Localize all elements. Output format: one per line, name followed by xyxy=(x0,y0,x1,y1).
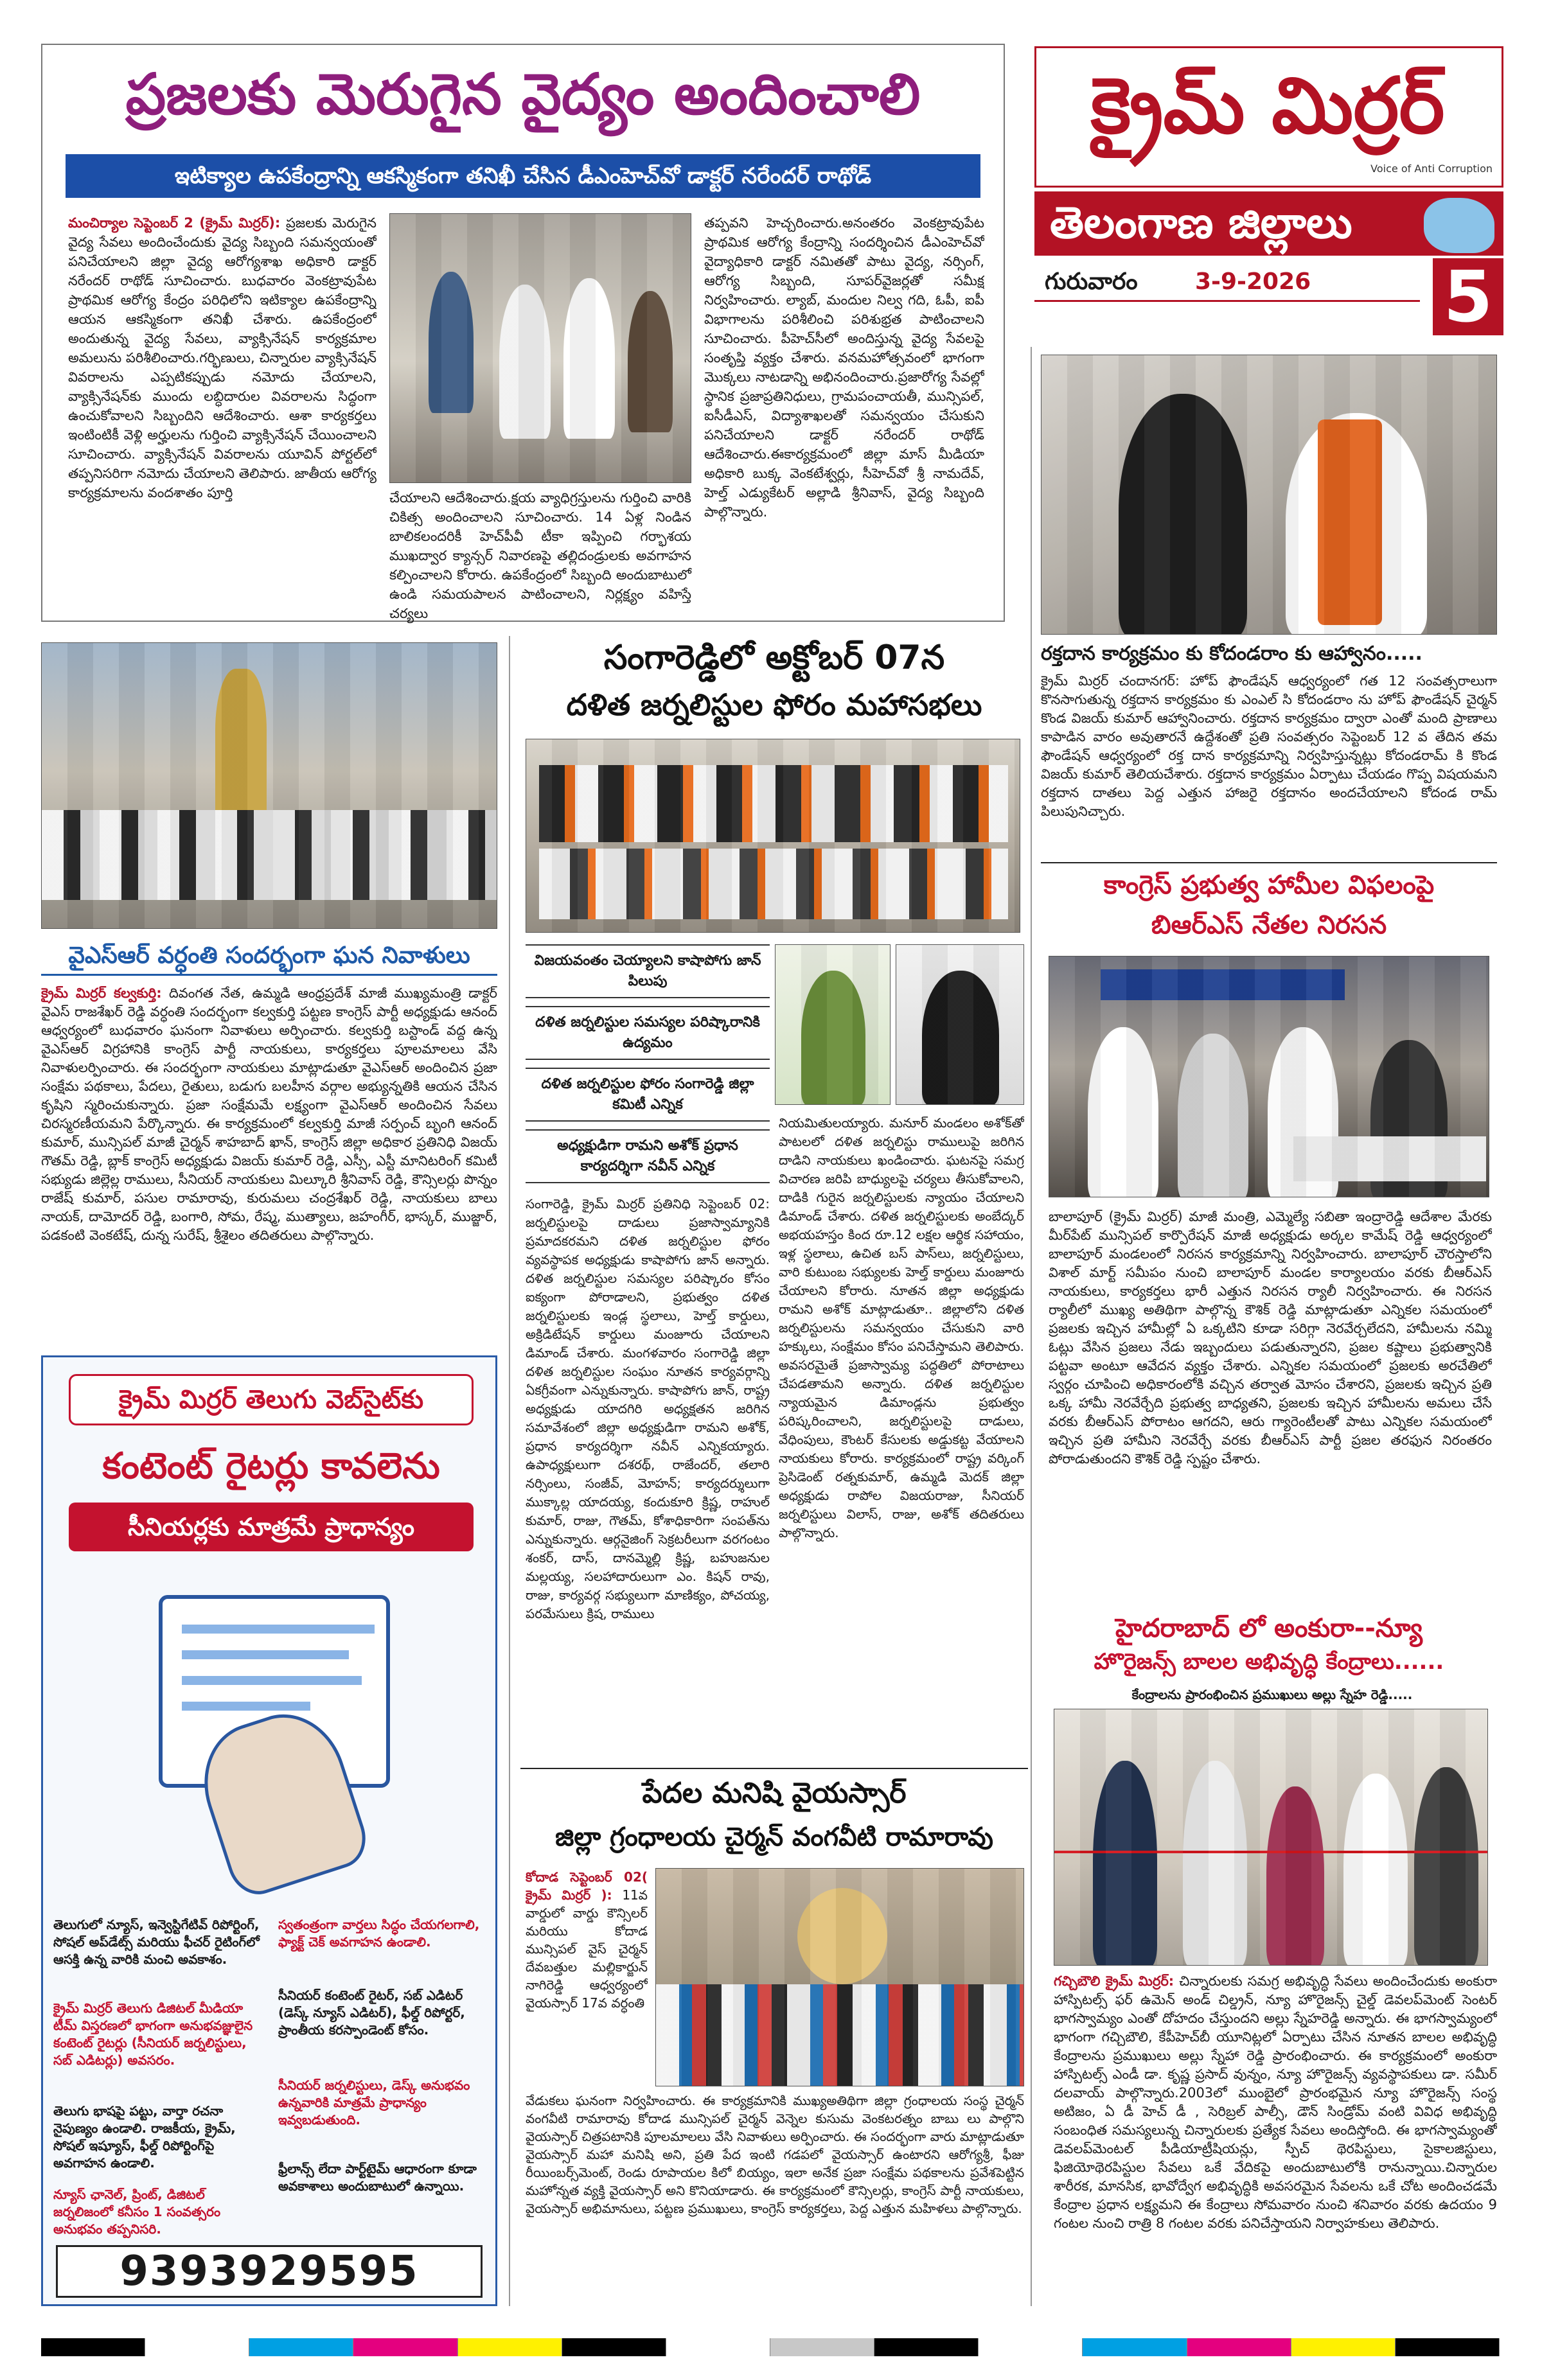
ankura-dateline: గచ్చిబౌలి క్రైమ్ మిర్రర్: xyxy=(1054,1973,1174,1989)
masthead-tagline: Voice of Anti Corruption xyxy=(1370,163,1493,175)
dalit-col-right: నియమితులయ్యారు. మనూర్ మండలం అశోక్‌తో పాటలలో దళిత జర్నలిస్టు రాములుపై జరిగిన దాడిని నాయకులు ఖండించారు. ఘటనపై సమగ్ర విచారణ జరిపి బాధ్యులపై చర్యలు తీసుకోవాలని, దాడికి గురైన జర్నలిస్టులకు న్యాయం చేయాలని డిమాండ్ చేశారు. దళిత జర్నలిస్టులకు అంబేద్కర్ అభయహస్తం కింద రూ.12 లక్షల ఆర్థిక సహాయం, ఇళ్ల స్థలాలు, ఉచిత బస్ పాస్‌లు, జర్నలిస్టులు, వారి కుటుంబ సభ్యులకు హెల్త్ కార్డులు మంజూరు చేయాలని కోరారు. నూతన జిల్లా అధ్యక్షుడు రామని అశోక్ మాట్లాడుతూ.. జిల్లాలోని దళిత జర్నలిస్టులను సమన్వయం చేసుకుని వారి హక్కులు, సంక్షేమం కోసం పనిచేస్తామని తెలిపారు. అవసరమైతే ప్రజాస్వామ్య పద్ధతిలో పోరాటాలు చేపడతామని అన్నారు. దళిత జర్నలిస్టుల న్యాయమైన డిమాండ్లను ప్రభుత్వం పరిష్కరించాలని, జర్నలిస్టులపై దాడులు, వేధింపులు, కౌంటర్ కేసులకు అడ్డుకట్ట వేయాలని నాయకులు కోరారు. కార్యక్రమంలో రాష్ట్ర వర్కింగ్ ప్రెసిడెంట్ రత్నకుమార్, ఉమ్మడి మెదక్ జిల్లా అధ్యక్షుడు రాపోల విజయరాజు, సీనియర్ జర్నలిస్టులు విలాస్, రాజు, అశోక్ తదితరులు పాల్గొన్నారు. xyxy=(779,1115,1024,1540)
story-health-photo-caption: చేయాలని ఆదేశించారు.క్షయ వ్యాధిగ్రస్తులను గుర్తించి వారికి చికిత్స అందించాలని సూచించారు. 14 ఏళ్ల నిండిన బాలికలందరికీ హెచ్‌పీవీ టీకా ఇప్పించి గర్భాశయ ముఖద్వార క్యాన్సర్ నివారణపై తల్లిదండ్రులకు అవగాహన కల్పించాలని కోరారు. ఉపకేంద్రంలో సిబ్బంది అందుబాటులో ఉండి సమయపాలన పాటించాలని, నిర్లక్ష్యం వహిస్తే చర్యలు xyxy=(389,490,691,621)
ad-left-item: తెలుగు భాషపై పట్టు, వార్తా రచనా నైపుణ్యం ఉండాలి. రాజకీయ, క్రైమ్, సోషల్ ఇష్యూస్, ఫీల్డ్ రిపోర్టింగ్‌పై అవగాహన ఉండాలి. xyxy=(53,2103,236,2171)
kodad-headline-2: జిల్లా గ్రంధాలయ చైర్మన్ వంగవీటి రామారావు xyxy=(555,1822,993,1852)
color-swatch xyxy=(770,2338,874,2356)
color-swatch xyxy=(1291,2338,1396,2356)
ad-illustration xyxy=(120,1576,422,1897)
dalit-subhead-1: విజయవంతం చెయ్యాలని కాషాపోగు జాన్ పిలుపు xyxy=(526,944,770,998)
color-swatch xyxy=(1187,2338,1291,2356)
color-swatch xyxy=(666,2338,770,2356)
brs-protest-photo xyxy=(1049,956,1489,1197)
story-health-dateline: మంచిర్యాల సెప్టెంబర్ 2 (క్రైమ్ మిర్రర్): xyxy=(68,215,281,231)
divider xyxy=(1041,862,1497,863)
ad-line-2: కంటెంట్ రైటర్లు కావలెను xyxy=(102,1445,440,1487)
ysr-headline: వైఎస్ఆర్ వర్ధంతి సందర్భంగా ఘన నివాళులు xyxy=(41,938,497,976)
color-swatch xyxy=(41,2338,145,2356)
color-swatch xyxy=(353,2338,457,2356)
color-swatch xyxy=(1396,2338,1500,2356)
ankura-photo-caption: కేంద్రాలను ప్రారంభించిన ప్రముఖులు అల్లు స్నేహ రెడ్డి..... xyxy=(1131,1687,1413,1702)
masthead xyxy=(1034,46,1503,338)
brs-headline-1: కాంగ్రెస్ ప్రభుత్వ హామీల విఫలంపై xyxy=(1103,870,1435,900)
story-health-col3: తప్పవని హెచ్చరించారు.అనంతరం వెంకట్రావుపేట ప్రాథమిక ఆరోగ్య కేంద్రాన్ని సందర్శించిన డీఎంహెచ్‌వో వైద్యాధికారి డాక్టర్ నమితతో పాటు వైద్య, నర్సింగ్, ఆరోగ్య సిబ్బంది, సూపర్‌వైజర్లతో సమీక్ష నిర్వహించారు. ల్యాబ్, మందుల నిల్వ గది, ఓపీ, ఐపీ విభాగాలను పరిశీలించి పరిశుభ్రత పాటించాలని సూచించారు. పీహెచ్‌సీలో అందిస్తున్న వైద్య సేవలపై సంతృప్తి వ్యక్తం చేశారు. వనమహోత్సవంలో భాగంగా మొక్కలు నాటడాన్ని అభినందించారు.ప్రజారోగ్య సేవల్లో స్థానిక ప్రజాప్రతినిధులు, గ్రామపంచాయతీ, మున్సిపల్, ఐసీడీఎస్, విద్యాశాఖలతో సమన్వయం చేసుకుని పనిచేయాలని డాక్టర్ నరేందర్ రాథోడ్ ఆదేశించారు.ఈకార్యక్రమంలో జిల్లా మాస్ మీడియా అధికారి బుక్క వెంకటేశ్వర్లు, సీహెచ్‌వో శ్రీ నామదేవ్, హెల్త్ ఎడ్యుకేటర్ అల్లాడి శ్రీనివాస్, వైద్య సిబ్బంది పాల్గొన్నారు. xyxy=(704,215,984,520)
dalit-headline: సంగారెడ్డిలో అక్టోబర్ 07న xyxy=(603,639,945,677)
dalit-group-photo xyxy=(526,739,1020,933)
masthead-logo xyxy=(1034,46,1503,188)
column-rule xyxy=(509,636,510,2306)
ankura-body-text: చిన్నారులకు సమగ్ర అభివృద్ధి సేవలు అందించేందుకు అంకురా హాస్పిటల్స్ ఫర్ ఉమెన్ అండ్ చిల్డ్రన్, న్యూ హొరైజన్స్ చైల్డ్ డెవలప్‌మెంట్ సెంటర్ భాగస్వామ్యం ఎంతో దోహదం చేస్తుందని అల్లు స్నేహరెడ్డి అన్నారు. ఈ భాగస్వామ్యంలో భాగంగా గచ్చిబౌలి, కేపీహెచ్‌బీ యూనిట్లలో ఏర్పాటు చేసిన నూతన బాలల అభివృద్ధి కేంద్రాలను ప్రముఖులు అల్లు స్నేహా రెడ్డి ప్రారంభించారు. ఈ కార్యక్రమంలో అంకురా హాస్పిటల్స్ ఎండీ డా. కృష్ణ ప్రసాద్ వున్నం, న్యూ హొరైజన్స్ వ్యవస్థాపకులు డా. సమీర్ దలవాయ్ పాల్గొన్నారు.2003లో ముంబైలో ప్రారంభమైన న్యూ హొరైజన్స్ సంస్థ అటిజం, ఏ డీ హెచ్ డీ , సెరిబ్రల్ పాల్సీ, డౌన్ సిండ్రోమ్ వంటి వివిధ అభివృద్ధి సంబంధిత సమస్యలున్న చిన్నారులకు ప్రత్యేక సేవలు అందిస్తోంది. ఈ భాగస్వామ్యంతో డెవలప్‌మెంటల్ పీడియాట్రీషియన్లు, స్పీచ్ థెరపిస్టులు, సైకాలజిస్టులు, ఫిజియోథెరపిస్టుల సేవలు ఒకే వేదికపై అందుబాటులోకి రానున్నాయి.చిన్నారుల శారీరక, మానసిక, భావోద్వేగ అభివృద్ధికి అవసరమైన సేవలను ఒకే చోట అందించడమే కేంద్రాల ప్రధాన లక్ష్యమని ఈ కేంద్రాలు సోమవారం నుంచి శనివారం వరకు ఉదయం 9 గంటల నుంచి రాత్రి 8 గంటల వరకు పనిచేస్తాయని నిర్వాహకులు తెలిపారు. xyxy=(1054,1973,1497,2231)
kodad-col-narrow xyxy=(526,1868,648,2086)
masthead-dateline xyxy=(1034,262,1420,302)
color-swatch xyxy=(979,2338,1083,2356)
ad-line-1: క్రైమ్ మిర్రర్ తెలుగు వెబ్‌సైట్‌కు xyxy=(69,1374,474,1425)
ad-left-item: క్రైమ్ మిర్రర్ తెలుగు డిజిటల్ మీడియా టీమ్ విస్తరణలో భాగంగా అనుభవజ్ఞులైన కంటెంట్ రైటర్లు (సీనియర్ జర్నలిస్టులు, సబ్ ఎడిటర్లు) అవసరం. xyxy=(53,2000,253,2068)
ad-left-item: న్యూస్ ఛానెల్, ప్రింట్, డిజిటల్ జర్నలిజంలో కనీసం 1 సంవత్సరం అనుభవం తప్పనిసరి. xyxy=(53,2187,221,2237)
ysr-body xyxy=(41,984,497,1344)
ad-left-column xyxy=(53,1916,265,2237)
color-swatch xyxy=(1083,2338,1187,2356)
ankura-photo xyxy=(1054,1709,1488,1966)
brs-body: బాలాపూర్ (క్రైమ్ మిర్రర్) మాజీ మంత్రి, ఎమ్మెల్యే సబితా ఇంద్రారెడ్డి ఆదేశాల మేరకు మీర్‌పేట్ మున్సిపల్ కార్పొరేషన్ మాజీ అధ్యక్షుడు అర్కల కామేష్ రెడ్డి ఆధ్వర్యంలో బాలాపూర్ మండలంలో నిరసన కార్యక్రమాన్ని నిర్వహించారు. బాలాపూర్ చౌరస్తాలోని విశాల్ మార్ట్ సమీపం నుంచి బాలాపూర్ మండల కార్యాలయం వరకు బీఆర్ఎస్ నాయకులు, కార్యకర్తలు భారీ ఎత్తున నిరసన ర్యాలీ నిర్వహించారు. ఈ నిరసన ర్యాలీలో ముఖ్య అతిథిగా పాల్గొన్న కౌశిక్ రెడ్డి మాట్లాడుతూ ఎన్నికల సమయంలో ప్రజలకు ఇచ్చిన హామీల్లో ఏ ఒక్కటిని కూడా సరిగ్గా నెరవేర్చలేదని, హామీలను నమ్మి ఓట్లు వేసిన ప్రజలు నేడు ఇబ్బందులు పడుతున్నారని, ప్రజల కష్టాలు ప్రభుత్వానికి పట్టవా అంటూ ఆవేదన వ్యక్తం చేశారు. ఎన్నికల సమయంలో ప్రజలకు అరచేతిలో స్వర్గం చూపించి అధికారంలోకి వచ్చిన తర్వాత మోసం చేశారని, ప్రజలకు ఇచ్చిన ప్రతి ఒక్క హామీ నెరవేర్చేది ప్రభుత్వ బాధ్యతని, ప్రజలకు ఇచ్చిన హామీలను అమలు చేసే వరకు బీఆర్ఎస్ పోరాటం ఆగదని, ఆరు గ్యారెంటీలతో పాటు ఎన్నికల సమయంలో ఇచ్చిన ప్రతి హామీని నెరవేర్చే వరకు బీఆర్ఎస్ పార్టీ ప్రజల తరఫున నిరంతరం పోరాడుతుందని కౌశిక్ రెడ్డి స్పష్టం చేశారు. xyxy=(1049,1209,1492,1467)
blood-donation-body: క్రైమ్ మిర్రర్ చందానగర్: హోప్ ఫౌండేషన్ ఆధ్వర్యంలో గత 12 సంవత్సరాలుగా కొనసాగుతున్న రక్తదాన కార్యక్రమం కు ఎంఎల్ సి కోదండరాం ను హోప్ ఫౌండేషన్ చైర్మన్ కొండ విజయ్ కుమార్ ఆహ్వానించారు. రక్తదాన కార్యక్రమం ద్వారా ఎంతో మంది ప్రాణాలు కాపాడిన వారం అవుతారనే ఉద్దేశంతో ప్రతి సంవత్సరం సెప్టెంబర్ 12 వ తేదిన తమ ఫౌండేషన్ ఆధ్వర్యంలో రక్త దాన కార్యక్రమాన్ని నిర్వహిస్తున్నట్లు కోదండరామ్ కి కొండ విజయ్ కుమార్ తెలియచేశారు. రక్తదాన కార్యక్రమం ఏర్పాటు చేయడం గొప్ప విషయమని రక్తదాన దాతలు పెద్ద ఎత్తున హాజరై రక్తదానం అందచేయాలని కోదండ రామ్ పిలుపునిచ్చారు. xyxy=(1041,673,1497,819)
ad-right-item: సీనియర్ జర్నలిస్టులు, డెస్క్ అనుభవం ఉన్నవారికి మాత్రమే ప్రాధాన్యం ఇవ్వబడుతుంది. xyxy=(278,2077,470,2128)
masthead-day: గురువారం xyxy=(1045,269,1138,295)
ad-left-item: తెలుగులో న్యూస్, ఇన్వెస్టిగేటివ్ రిపోర్టింగ్, సోషల్ అప్‌డేట్స్ మరియు ఫీచర్ రైటింగ్‌లో ఆసక్తి ఉన్న వారికి మంచి అవకాశం. xyxy=(53,1917,260,1967)
dalit-headline-2: దళిత జర్నలిస్టుల ఫోరం మహాసభలు xyxy=(566,687,982,722)
telangana-map-icon xyxy=(1424,198,1494,253)
ad-right-item: స్వతంత్రంగా వార్తలు సిద్ధం చేయగలగాలి, ఫ్యాక్ట్ చెక్ అవగాహన ఉండాలి. xyxy=(278,1917,480,1950)
section-title: తెలంగాణ జిల్లాలు xyxy=(1050,198,1352,249)
column-rule xyxy=(1031,347,1032,2306)
ankura-headline-2: హొరైజన్స్ బాలల అభివృద్ధి కేంద్రాలు...... xyxy=(1094,1649,1444,1675)
ad-line-3: సీనియర్లకు మాత్రమే ప్రాధాన్యం xyxy=(69,1503,474,1551)
kodad-body: వేడుకలు ఘనంగా నిర్వహించారు. ఈ కార్యక్రమానికి ముఖ్యఅతిథిగా జిల్లా గ్రంధాలయ సంస్థ చైర్మన్ వంగవీటి రామారావు కోదాడ మున్సిపల్ చైర్మన్ వెన్నెల కుసుమ వెంకటరత్నం బాబు లు పాల్గొని వైయస్సార్ చిత్రపటానికి పూలమాలలు వేసి నివాళులు అర్పించారు. ఈ సందర్భంగా వారు మాట్లాడుతూ వైయస్సార్ మహా మనిషి అని, ప్రతి పేద ఇంటి గడపలో వైయస్సార్ ఉంటారని ఆరోగ్యశ్రీ, ఫీజు రీయింబర్స్‌మెంట్, రెండు రూపాయల కిలో బియ్యం, ఇలా అనేక ప్రజా సంక్షేమ పథకాలను ప్రవేశపెట్టిన మహోన్నత వ్యక్తి వైయస్సార్ అని కొనియాడారు. ఈ కార్యక్రమంలో కౌన్సిలర్లు, కాంగ్రెస్ పార్టీ నాయకులు, వైయస్సార్ అభిమానులు, పట్టణ ప్రముఖులు, కాంగ్రెస్ కార్యకర్తలు, పెద్ద ఎత్తున మహిళలు పాల్గొన్నారు. xyxy=(526,2093,1024,2216)
portrait-ashok xyxy=(775,944,891,1105)
story-health-photo xyxy=(389,213,691,483)
masthead-section xyxy=(1034,191,1503,256)
color-swatch xyxy=(562,2338,666,2356)
page-number: 5 xyxy=(1433,258,1503,335)
dalit-col-left: సంగారెడ్డి, క్రైమ్ మిర్రర్ ప్రతినిధి సెప్టెంబర్ 02: జర్నలిస్టులపై దాడులు ప్రజాస్వామ్యానికి ప్రమాదకరమని దళిత జర్నలిస్టుల ఫోరం వ్యవస్థాపక అధ్యక్షుడు కాషాపోగు జాన్ అన్నారు. దళిత జర్నలిస్టుల సమస్యల పరిష్కారం కోసం ఐక్యంగా పోరాడాలని, ప్రభుత్వం దళిత జర్నలిస్టులకు ఇండ్ల స్థలాలు, హెల్త్ కార్డులు, అక్రిడిటేషన్ కార్డులు మంజూరు చేయాలని డిమాండ్ చేశారు. మంగళవారం సంగారెడ్డి జిల్లా దళిత జర్నలిస్టుల సంఘం నూతన కార్యవర్గాన్ని ఏకగ్రీవంగా ఎన్నుకున్నారు. కాషాపోగు జాన్, రాష్ట్ర అధ్యక్షుడు యాదగిరి అధ్యక్షతన జరిగిన సమావేశంలో జిల్లా అధ్యక్షుడిగా రామని అశోక్, ప్రధాన కార్యదర్శిగా నవీన్ ఎన్నికయ్యారు. ఉపాధ్యక్షులుగా దశరథ్, రాజేందర్, తలారి నర్సింలు, సంజీవ్, మోహన్; కార్యదర్శులుగా ముక్కాల్ల యాదయ్య, కందుకూరి క్రిష్ణ, రాహుల్ కుమార్, రాజు, గౌతమ్, కోశాధికారిగా సంపత్‌ను ఎన్నుకున్నారు. ఆర్గనైజింగ్ సెక్రటరీలుగా వరగంటం శంకర్, దాస్, దానమ్మెల్లి క్రిష్ణ, బహుజనుల మల్లయ్య, సలహాదారులుగా ఎం. కిషన్ రావు, రాజు, కార్యవర్గ సభ్యులుగా మాణిక్యం, పోచయ్య, పరమేసులు క్రిష, రాములు xyxy=(526,1196,770,1621)
ysr-dateline: క్రైమ్ మిర్రర్ కల్వకుర్తి: xyxy=(41,985,162,1001)
masthead-logo-text: క్రైమ్ మిర్రర్ xyxy=(1090,62,1445,151)
recruitment-ad xyxy=(41,1355,497,2306)
dalit-subhead-2: దళిత జర్నలిస్టుల సమస్యల పరిష్కారానికి ఉద్యమం xyxy=(526,1006,770,1060)
ad-right-column xyxy=(278,1916,490,2237)
printer-color-bar xyxy=(41,2338,1500,2356)
story-health-headline: ప్రజలకు మెరుగైన వైద్యం అందించాలి xyxy=(125,61,921,127)
kodad-narrow-text: 11వ వార్డులో వార్డు కౌన్సిలర్ మరియు కోదాడ మున్సిపల్ వైస్ చైర్మన్ దేవబత్తుల మల్లికార్జున్ నాగిరెడ్డి ఆధ్వర్యంలో వైయస్సార్ 17వ వర్ధంతి xyxy=(526,1887,648,2011)
dalit-subhead-3: దళిత జర్నలిస్టుల ఫోరం సంగారెడ్డి జిల్లా కమిటీ ఎన్నిక xyxy=(526,1068,770,1122)
story-health-subheadline: ఇటిక్యాల ఉపకేంద్రాన్ని ఆకస్మికంగా తనిఖీ చేసిన డీఎంహెచ్‌వో డాక్టర్ నరేందర్ రాథోడ్ xyxy=(66,154,980,198)
blood-donation-caption: రక్తదాన కార్యక్రమం కు కోదండరాం కు ఆహ్వానం..... xyxy=(1041,642,1422,665)
ankura-headline-1: హైదరాబాద్ లో అంకురా--న్యూ xyxy=(1115,1614,1422,1643)
ad-right-item: సీనియర్ కంటెంట్ రైటర్, సబ్ ఎడిటర్ (డెస్క్ న్యూస్ ఎడిటర్), ఫీల్డ్ రిపోర్టర్, ప్రాంతీయ కరస్పాండెంట్ కోసం. xyxy=(278,1988,465,2038)
portrait-naveen xyxy=(896,944,1024,1105)
kodad-headline-1: పేదల మనిషి వైయస్సార్ xyxy=(642,1777,907,1810)
masthead-date: 3-9-2026 xyxy=(1195,269,1311,295)
kodad-photo xyxy=(655,1868,1024,2086)
blood-donation-photo xyxy=(1041,355,1497,635)
color-swatch xyxy=(874,2338,979,2356)
color-swatch xyxy=(145,2338,249,2356)
ankura-body xyxy=(1054,1972,1497,2306)
story-health-box xyxy=(41,44,1005,622)
ysr-body-text: దివంగత నేత, ఉమ్మడి ఆంధ్రప్రదేశ్ మాజీ ముఖ్యమంత్రి డాక్టర్ వైఎస్ రాజశేఖర్ రెడ్డి వర్ధంతి సందర్భంగా కల్వకుర్తి పట్టణ కాంగ్రెస్ పార్టీ అధ్యక్షుడు ఆనంద్ ఆధ్వర్యంలో బుధవారం ఘనంగా నివాళులు అర్పించారు. కల్వకుర్తి బస్టాండ్ వద్ద ఉన్న వైఎస్ఆర్ విగ్రహానికి కాంగ్రెస్ పార్టీ నాయకులు, కార్యకర్తలు పూలమాలలు వేసి నివాళులర్పించారు. ఈ సందర్భంగా నాయకులు మాట్లాడుతూ వైఎస్ఆర్ అందించిన ప్రజా సంక్షేమ పథకాలు, పేదలు, రైతులు, బడుగు బలహీన వర్గాల అభ్యున్నతికి ఆయన చేసిన కృషిని స్మరించుకున్నారు. ప్రజా సంక్షేమమే లక్ష్యంగా వైఎస్ఆర్ అందించిన సేవలు చిరస్మరణీయమని పేర్కొన్నారు. ఈ కార్యక్రమంలో కల్వకుర్తి మాజీ సర్పంచ్ బృంగి ఆనంద్ కుమార్, మున్సిపల్ మాజీ చైర్మన్ శాహబాద్ ఖాన్, కాంగ్రెస్ జిల్లా అధికార ప్రతినిధి విజయ్ గౌతమ్ రెడ్డి, బ్లాక్ కాంగ్రెస్ అధ్యక్షుడు విజయ్ కుమార్ రెడ్డి, ఎస్సీ, ఎస్టీ మానిటరింగ్ కమిటీ సభ్యుడు జిల్లెల్ల రాములు, సీనియర్ నాయకులు మిల్కూరి శ్రీనివాస్ రెడ్డి, కౌన్సిలర్లు పొన్నం రాజేష్ కుమార్, పసుల రామారావు, కురుమలు చంద్రశేఖర్ రెడ్డి, నాయకులు బాలు నాయక్, దామోదర్ రెడ్డి, బంగారి, సోమ, రేష్మ, ముత్యాలు, జహంగీర్, భాస్కర్, ముజ్జార్, పడకంటి వెంకటేష్, దున్న సురేష్, శ్రీశైలం తదితరులు పాల్గొన్నారు. xyxy=(41,985,497,1243)
kodad-dateline: కోదాడ సెప్టెంబర్ 02( క్రైమ్ మిర్రర్ ): xyxy=(526,1869,648,1903)
story-health-col1 xyxy=(68,213,377,612)
color-swatch xyxy=(249,2338,353,2356)
brs-headline-2: బిఆర్ఎస్ నేతల నిరసన xyxy=(1151,910,1387,940)
color-swatch xyxy=(458,2338,562,2356)
divider xyxy=(520,1768,1028,1769)
ad-right-item: ఫ్రీలాన్స్ లేదా పార్ట్‌టైమ్ ఆధారంగా కూడా అవకాశాలు అందుబాటులో ఉన్నాయి. xyxy=(278,2161,477,2194)
dalit-subhead-4: అధ్యక్షుడిగా రామని అశోక్ ప్రధాన కార్యదర్శిగా నవీన్ ఎన్నిక xyxy=(526,1129,770,1183)
story-health-col1-text: ప్రజలకు మెరుగైన వైద్య సేవలు అందించేందుకు వైద్య సిబ్బంది సమన్వయంతో పనిచేయాలని జిల్లా వైద్య ఆరోగ్యశాఖ అధికారి డాక్టర్ నరేందర్ రాథోడ్ సూచించారు. బుధవారం వెంకట్రావుపేట ప్రాథమిక ఆరోగ్య కేంద్రం పరిధిలోని ఇటిక్యాల ఉపకేంద్రాన్ని ఆయన ఆకస్మికంగా తనిఖీ చేశారు. ఉపకేంద్రంలో అందుతున్న వైద్య సేవలు, వ్యాక్సినేషన్ కార్యక్రమాల అమలును పరిశీలించారు.గర్భిణులు, చిన్నారుల వ్యాక్సినేషన్ వివరాలను ఎప్పటికప్పుడు నమోదు చేయాలని, వ్యాక్సినేషన్‌కు ముందు లబ్ధిదారుల వివరాలను సిద్ధంగా ఉంచుకోవాలని సిబ్బందిని ఆదేశించారు. ఆశా కార్యకర్తలు ఇంటింటికీ వెళ్లి అర్హులను గుర్తించి వ్యాక్సినేషన్ చేయించాలని సూచించారు. వ్యాక్సినేషన్ వివరాలను యూవిన్ పోర్టల్‌లో తప్పనిసరిగా నమోదు చేయాలని తెలిపారు. జాతీయ ఆరోగ్య కార్యక్రమాలను వందశాతం పూర్తి xyxy=(68,215,377,500)
ysr-tribute-photo xyxy=(41,642,497,929)
ad-phone: 9393929595 xyxy=(56,2245,483,2298)
